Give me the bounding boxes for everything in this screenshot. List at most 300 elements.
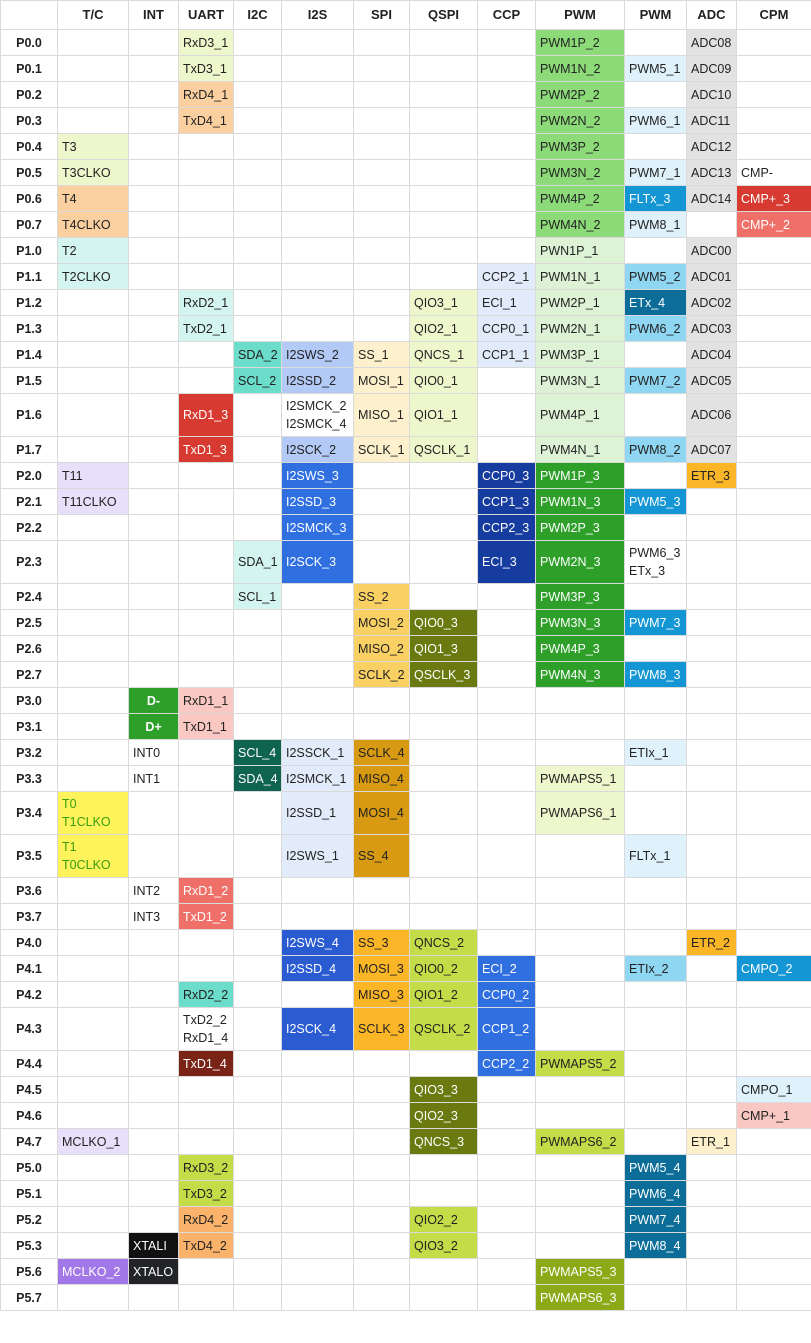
function-cell — [234, 792, 282, 835]
function-cell: CMP- — [737, 160, 811, 186]
function-cell: MISO_1 — [354, 394, 410, 437]
function-cell — [58, 835, 129, 878]
function-cell — [687, 541, 737, 584]
function-cell — [234, 930, 282, 956]
function-line: PWM6_3 — [629, 546, 681, 560]
function-cell — [234, 108, 282, 134]
function-cell: RxD4_1 — [179, 82, 234, 108]
table-row — [1, 342, 811, 368]
function-cell — [737, 904, 811, 930]
function-cell: ETR_2 — [687, 930, 737, 956]
function-cell: RxD3_2 — [179, 1155, 234, 1181]
function-cell: I2SCK_4 — [282, 1008, 354, 1051]
function-cell — [478, 134, 536, 160]
table-row — [1, 394, 811, 437]
pin-label: P4.1 — [1, 956, 58, 982]
function-cell: PWM1N_2 — [536, 56, 625, 82]
function-cell — [129, 1129, 179, 1155]
function-cell — [234, 688, 282, 714]
function-cell — [282, 238, 354, 264]
function-cell — [410, 792, 478, 835]
table-row — [1, 160, 811, 186]
pin-label: P3.6 — [1, 878, 58, 904]
function-cell: PWM1N_3 — [536, 489, 625, 515]
function-cell — [737, 264, 811, 290]
function-cell — [58, 82, 129, 108]
function-cell: TxD1_2 — [179, 904, 234, 930]
function-cell: PWM5_3 — [625, 489, 687, 515]
function-cell: PWMAPS6_3 — [536, 1285, 625, 1311]
function-cell — [129, 437, 179, 463]
function-cell — [129, 835, 179, 878]
function-cell — [129, 342, 179, 368]
function-cell — [179, 1103, 234, 1129]
function-cell — [410, 30, 478, 56]
function-cell — [58, 515, 129, 541]
function-cell: TxD3_2 — [179, 1181, 234, 1207]
function-cell — [478, 1233, 536, 1259]
function-cell — [737, 636, 811, 662]
function-cell — [737, 740, 811, 766]
function-cell — [179, 792, 234, 835]
pin-label: P3.0 — [1, 688, 58, 714]
function-cell: FLTx_3 — [625, 186, 687, 212]
function-cell: QIO2_2 — [410, 1207, 478, 1233]
function-cell — [478, 394, 536, 437]
function-cell — [129, 636, 179, 662]
function-cell — [129, 982, 179, 1008]
function-cell — [410, 1051, 478, 1077]
pin-label: P0.6 — [1, 186, 58, 212]
pin-label: P5.0 — [1, 1155, 58, 1181]
table-row — [1, 740, 811, 766]
function-cell: CCP2_2 — [478, 1051, 536, 1077]
table-row — [1, 290, 811, 316]
function-cell: I2SWS_2 — [282, 342, 354, 368]
table-row — [1, 489, 811, 515]
function-cell — [478, 835, 536, 878]
function-cell: PWM2N_1 — [536, 316, 625, 342]
function-cell: ETR_3 — [687, 463, 737, 489]
function-cell: PWMAPS6_1 — [536, 792, 625, 835]
function-cell — [282, 1155, 354, 1181]
function-cell — [410, 904, 478, 930]
function-cell: CCP1_3 — [478, 489, 536, 515]
function-cell — [410, 212, 478, 238]
function-cell: ADC12 — [687, 134, 737, 160]
function-cell — [625, 342, 687, 368]
function-cell — [625, 134, 687, 160]
function-cell — [410, 541, 478, 584]
function-cell — [354, 264, 410, 290]
function-cell: PWN1P_1 — [536, 238, 625, 264]
function-cell: RxD1_1 — [179, 688, 234, 714]
function-cell: PWM6_1 — [625, 108, 687, 134]
function-cell — [687, 878, 737, 904]
function-cell: XTALI — [129, 1233, 179, 1259]
function-cell — [536, 904, 625, 930]
function-cell: CMP+_3 — [737, 186, 811, 212]
function-cell — [354, 186, 410, 212]
function-cell: MOSI_4 — [354, 792, 410, 835]
function-cell: T3CLKO — [58, 160, 129, 186]
function-cell — [536, 835, 625, 878]
function-cell: PWM2N_2 — [536, 108, 625, 134]
table-row — [1, 134, 811, 160]
function-cell — [410, 1285, 478, 1311]
function-cell — [478, 1285, 536, 1311]
table-row — [1, 515, 811, 541]
function-cell — [410, 238, 478, 264]
function-cell — [234, 662, 282, 688]
table-row — [1, 437, 811, 463]
table-row — [1, 982, 811, 1008]
function-cell: PWM3P_3 — [536, 584, 625, 610]
function-cell: PWM8_3 — [625, 662, 687, 688]
function-cell — [129, 956, 179, 982]
function-cell — [234, 610, 282, 636]
function-cell: QIO1_2 — [410, 982, 478, 1008]
function-cell — [625, 714, 687, 740]
function-cell — [354, 290, 410, 316]
function-line: I2SMCK_4 — [286, 417, 347, 431]
function-cell — [687, 1207, 737, 1233]
function-cell — [129, 160, 179, 186]
function-cell — [129, 316, 179, 342]
function-cell — [478, 212, 536, 238]
function-cell — [129, 1103, 179, 1129]
function-cell: SCL_4 — [234, 740, 282, 766]
function-cell: D- — [129, 688, 179, 714]
function-cell — [687, 904, 737, 930]
function-cell: I2SMCK_1 — [282, 766, 354, 792]
function-cell — [625, 515, 687, 541]
function-cell: MISO_2 — [354, 636, 410, 662]
function-cell — [625, 904, 687, 930]
function-cell: PWMAPS5_1 — [536, 766, 625, 792]
table-row — [1, 1285, 811, 1311]
function-cell — [737, 766, 811, 792]
function-cell — [282, 186, 354, 212]
function-cell — [234, 238, 282, 264]
function-cell — [687, 1259, 737, 1285]
pin-label: P2.3 — [1, 541, 58, 584]
function-cell — [129, 792, 179, 835]
function-cell: QIO2_1 — [410, 316, 478, 342]
function-cell: CMPO_1 — [737, 1077, 811, 1103]
function-cell — [234, 878, 282, 904]
function-cell: PWM5_4 — [625, 1155, 687, 1181]
function-cell — [234, 1103, 282, 1129]
function-cell — [129, 290, 179, 316]
function-cell — [410, 489, 478, 515]
function-cell — [234, 1008, 282, 1051]
function-cell — [234, 835, 282, 878]
function-cell: I2SMCK_3 — [282, 515, 354, 541]
function-cell — [58, 610, 129, 636]
function-cell — [234, 264, 282, 290]
function-cell — [354, 1207, 410, 1233]
function-cell: MISO_3 — [354, 982, 410, 1008]
function-cell: MISO_4 — [354, 766, 410, 792]
function-cell — [478, 636, 536, 662]
function-cell — [179, 930, 234, 956]
function-cell — [687, 956, 737, 982]
pin-label: P2.2 — [1, 515, 58, 541]
function-cell — [179, 238, 234, 264]
table-row — [1, 238, 811, 264]
function-cell — [354, 541, 410, 584]
function-cell: PWM8_4 — [625, 1233, 687, 1259]
function-cell — [58, 1233, 129, 1259]
function-cell — [737, 541, 811, 584]
function-cell — [234, 982, 282, 1008]
function-cell — [234, 56, 282, 82]
function-cell — [354, 1259, 410, 1285]
function-cell: FLTx_1 — [625, 835, 687, 878]
function-cell — [687, 1051, 737, 1077]
function-cell: SCLK_2 — [354, 662, 410, 688]
pin-label: P4.2 — [1, 982, 58, 1008]
function-cell — [737, 489, 811, 515]
function-cell — [354, 316, 410, 342]
function-line: TxD2_2 — [183, 1013, 227, 1027]
function-cell: PWM7_4 — [625, 1207, 687, 1233]
function-cell: QIO1_1 — [410, 394, 478, 437]
function-cell — [625, 1259, 687, 1285]
function-cell: CCP0_2 — [478, 982, 536, 1008]
pin-label: P3.5 — [1, 835, 58, 878]
function-cell — [234, 714, 282, 740]
function-cell — [625, 792, 687, 835]
function-cell — [737, 1155, 811, 1181]
function-cell — [234, 515, 282, 541]
function-cell — [536, 1008, 625, 1051]
function-cell — [536, 688, 625, 714]
function-cell — [234, 1077, 282, 1103]
function-cell — [58, 1285, 129, 1311]
function-cell — [625, 982, 687, 1008]
function-cell — [536, 714, 625, 740]
function-cell: PWM3N_1 — [536, 368, 625, 394]
function-cell — [129, 489, 179, 515]
pin-label: P1.6 — [1, 394, 58, 437]
table-row — [1, 1259, 811, 1285]
function-cell: ADC02 — [687, 290, 737, 316]
function-cell — [179, 134, 234, 160]
function-cell — [478, 30, 536, 56]
function-cell — [129, 541, 179, 584]
function-cell: CMP+_2 — [737, 212, 811, 238]
function-cell — [478, 1207, 536, 1233]
function-cell — [282, 1077, 354, 1103]
function-cell: SCLK_1 — [354, 437, 410, 463]
function-cell — [737, 1008, 811, 1051]
function-cell: QIO3_3 — [410, 1077, 478, 1103]
function-cell — [625, 1008, 687, 1051]
pin-label: P4.3 — [1, 1008, 58, 1051]
table-row — [1, 82, 811, 108]
function-cell: PWM2N_3 — [536, 541, 625, 584]
function-cell: ETIx_1 — [625, 740, 687, 766]
function-cell: RxD3_1 — [179, 30, 234, 56]
function-cell — [737, 1259, 811, 1285]
function-cell — [478, 714, 536, 740]
function-cell — [410, 134, 478, 160]
function-cell — [129, 515, 179, 541]
function-cell: ADC04 — [687, 342, 737, 368]
function-cell — [179, 956, 234, 982]
function-cell — [737, 792, 811, 835]
function-cell: I2SSD_3 — [282, 489, 354, 515]
function-cell — [58, 316, 129, 342]
function-cell: TxD2_1 — [179, 316, 234, 342]
function-cell — [410, 186, 478, 212]
function-cell — [129, 394, 179, 437]
function-cell — [410, 740, 478, 766]
function-cell: TxD4_1 — [179, 108, 234, 134]
table-row — [1, 30, 811, 56]
pin-label: P5.7 — [1, 1285, 58, 1311]
function-cell — [478, 238, 536, 264]
function-cell: SS_2 — [354, 584, 410, 610]
column-header: PWM — [625, 1, 687, 30]
function-cell — [129, 1008, 179, 1051]
table-row — [1, 541, 811, 584]
function-cell — [354, 1051, 410, 1077]
function-cell: PWM7_2 — [625, 368, 687, 394]
function-cell — [536, 1103, 625, 1129]
function-cell — [536, 740, 625, 766]
function-cell: INT3 — [129, 904, 179, 930]
function-cell — [354, 56, 410, 82]
function-cell: QNCS_1 — [410, 342, 478, 368]
function-cell — [737, 342, 811, 368]
function-cell — [536, 982, 625, 1008]
function-cell — [536, 1233, 625, 1259]
function-cell — [179, 1285, 234, 1311]
function-cell: QIO0_2 — [410, 956, 478, 982]
function-cell: SS_4 — [354, 835, 410, 878]
function-cell — [410, 1181, 478, 1207]
function-cell: I2SSCK_1 — [282, 740, 354, 766]
function-cell — [687, 688, 737, 714]
function-cell: INT2 — [129, 878, 179, 904]
function-cell — [410, 108, 478, 134]
function-cell — [478, 1077, 536, 1103]
function-cell: ADC08 — [687, 30, 737, 56]
table-row — [1, 1103, 811, 1129]
function-cell — [478, 437, 536, 463]
pin-label: P1.0 — [1, 238, 58, 264]
function-cell: ADC01 — [687, 264, 737, 290]
function-cell — [179, 662, 234, 688]
pin-label: P2.1 — [1, 489, 58, 515]
function-cell — [234, 489, 282, 515]
function-cell — [282, 134, 354, 160]
function-cell — [625, 688, 687, 714]
function-cell — [625, 1077, 687, 1103]
function-cell: CCP0_1 — [478, 316, 536, 342]
pin-label: P5.6 — [1, 1259, 58, 1285]
function-cell — [234, 316, 282, 342]
function-cell — [58, 1051, 129, 1077]
function-cell: I2SCK_3 — [282, 541, 354, 584]
pin-label: P1.3 — [1, 316, 58, 342]
function-cell — [58, 740, 129, 766]
table-row — [1, 584, 811, 610]
function-cell: PWM4N_1 — [536, 437, 625, 463]
function-cell — [354, 1285, 410, 1311]
pin-label: P0.1 — [1, 56, 58, 82]
table-row — [1, 956, 811, 982]
function-cell — [129, 1051, 179, 1077]
pin-label: P2.0 — [1, 463, 58, 489]
function-cell — [410, 766, 478, 792]
function-cell: PWM4P_1 — [536, 394, 625, 437]
function-cell: XTALO — [129, 1259, 179, 1285]
function-cell: ADC07 — [687, 437, 737, 463]
function-cell — [410, 160, 478, 186]
function-cell — [58, 1207, 129, 1233]
function-cell: ADC06 — [687, 394, 737, 437]
pin-label: P5.3 — [1, 1233, 58, 1259]
function-cell — [478, 160, 536, 186]
function-cell: MCLKO_1 — [58, 1129, 129, 1155]
column-header: INT — [129, 1, 179, 30]
pin-label: P4.6 — [1, 1103, 58, 1129]
function-cell: CCP2_3 — [478, 515, 536, 541]
function-cell: PWM8_1 — [625, 212, 687, 238]
function-cell — [282, 1103, 354, 1129]
function-cell — [536, 930, 625, 956]
function-cell: PWM3N_2 — [536, 160, 625, 186]
function-cell — [234, 1181, 282, 1207]
function-cell: TxD1_1 — [179, 714, 234, 740]
table-row — [1, 1051, 811, 1077]
function-cell — [478, 108, 536, 134]
function-cell — [282, 1051, 354, 1077]
function-cell: MOSI_3 — [354, 956, 410, 982]
function-cell — [354, 160, 410, 186]
function-cell — [234, 290, 282, 316]
function-cell — [536, 1207, 625, 1233]
function-cell — [234, 437, 282, 463]
function-cell — [536, 1155, 625, 1181]
function-cell — [687, 1233, 737, 1259]
function-cell — [625, 1285, 687, 1311]
function-cell — [179, 740, 234, 766]
function-cell — [282, 982, 354, 1008]
function-cell — [354, 30, 410, 56]
function-cell — [282, 636, 354, 662]
function-cell — [282, 160, 354, 186]
function-cell — [737, 368, 811, 394]
function-cell: I2SWS_3 — [282, 463, 354, 489]
function-cell — [282, 30, 354, 56]
function-cell — [536, 878, 625, 904]
function-cell — [625, 30, 687, 56]
table-row — [1, 108, 811, 134]
function-cell — [737, 688, 811, 714]
function-cell — [179, 515, 234, 541]
function-cell — [687, 1103, 737, 1129]
function-cell — [129, 662, 179, 688]
column-header: SPI — [354, 1, 410, 30]
table-header — [1, 1, 811, 30]
function-cell — [410, 82, 478, 108]
function-cell — [737, 714, 811, 740]
